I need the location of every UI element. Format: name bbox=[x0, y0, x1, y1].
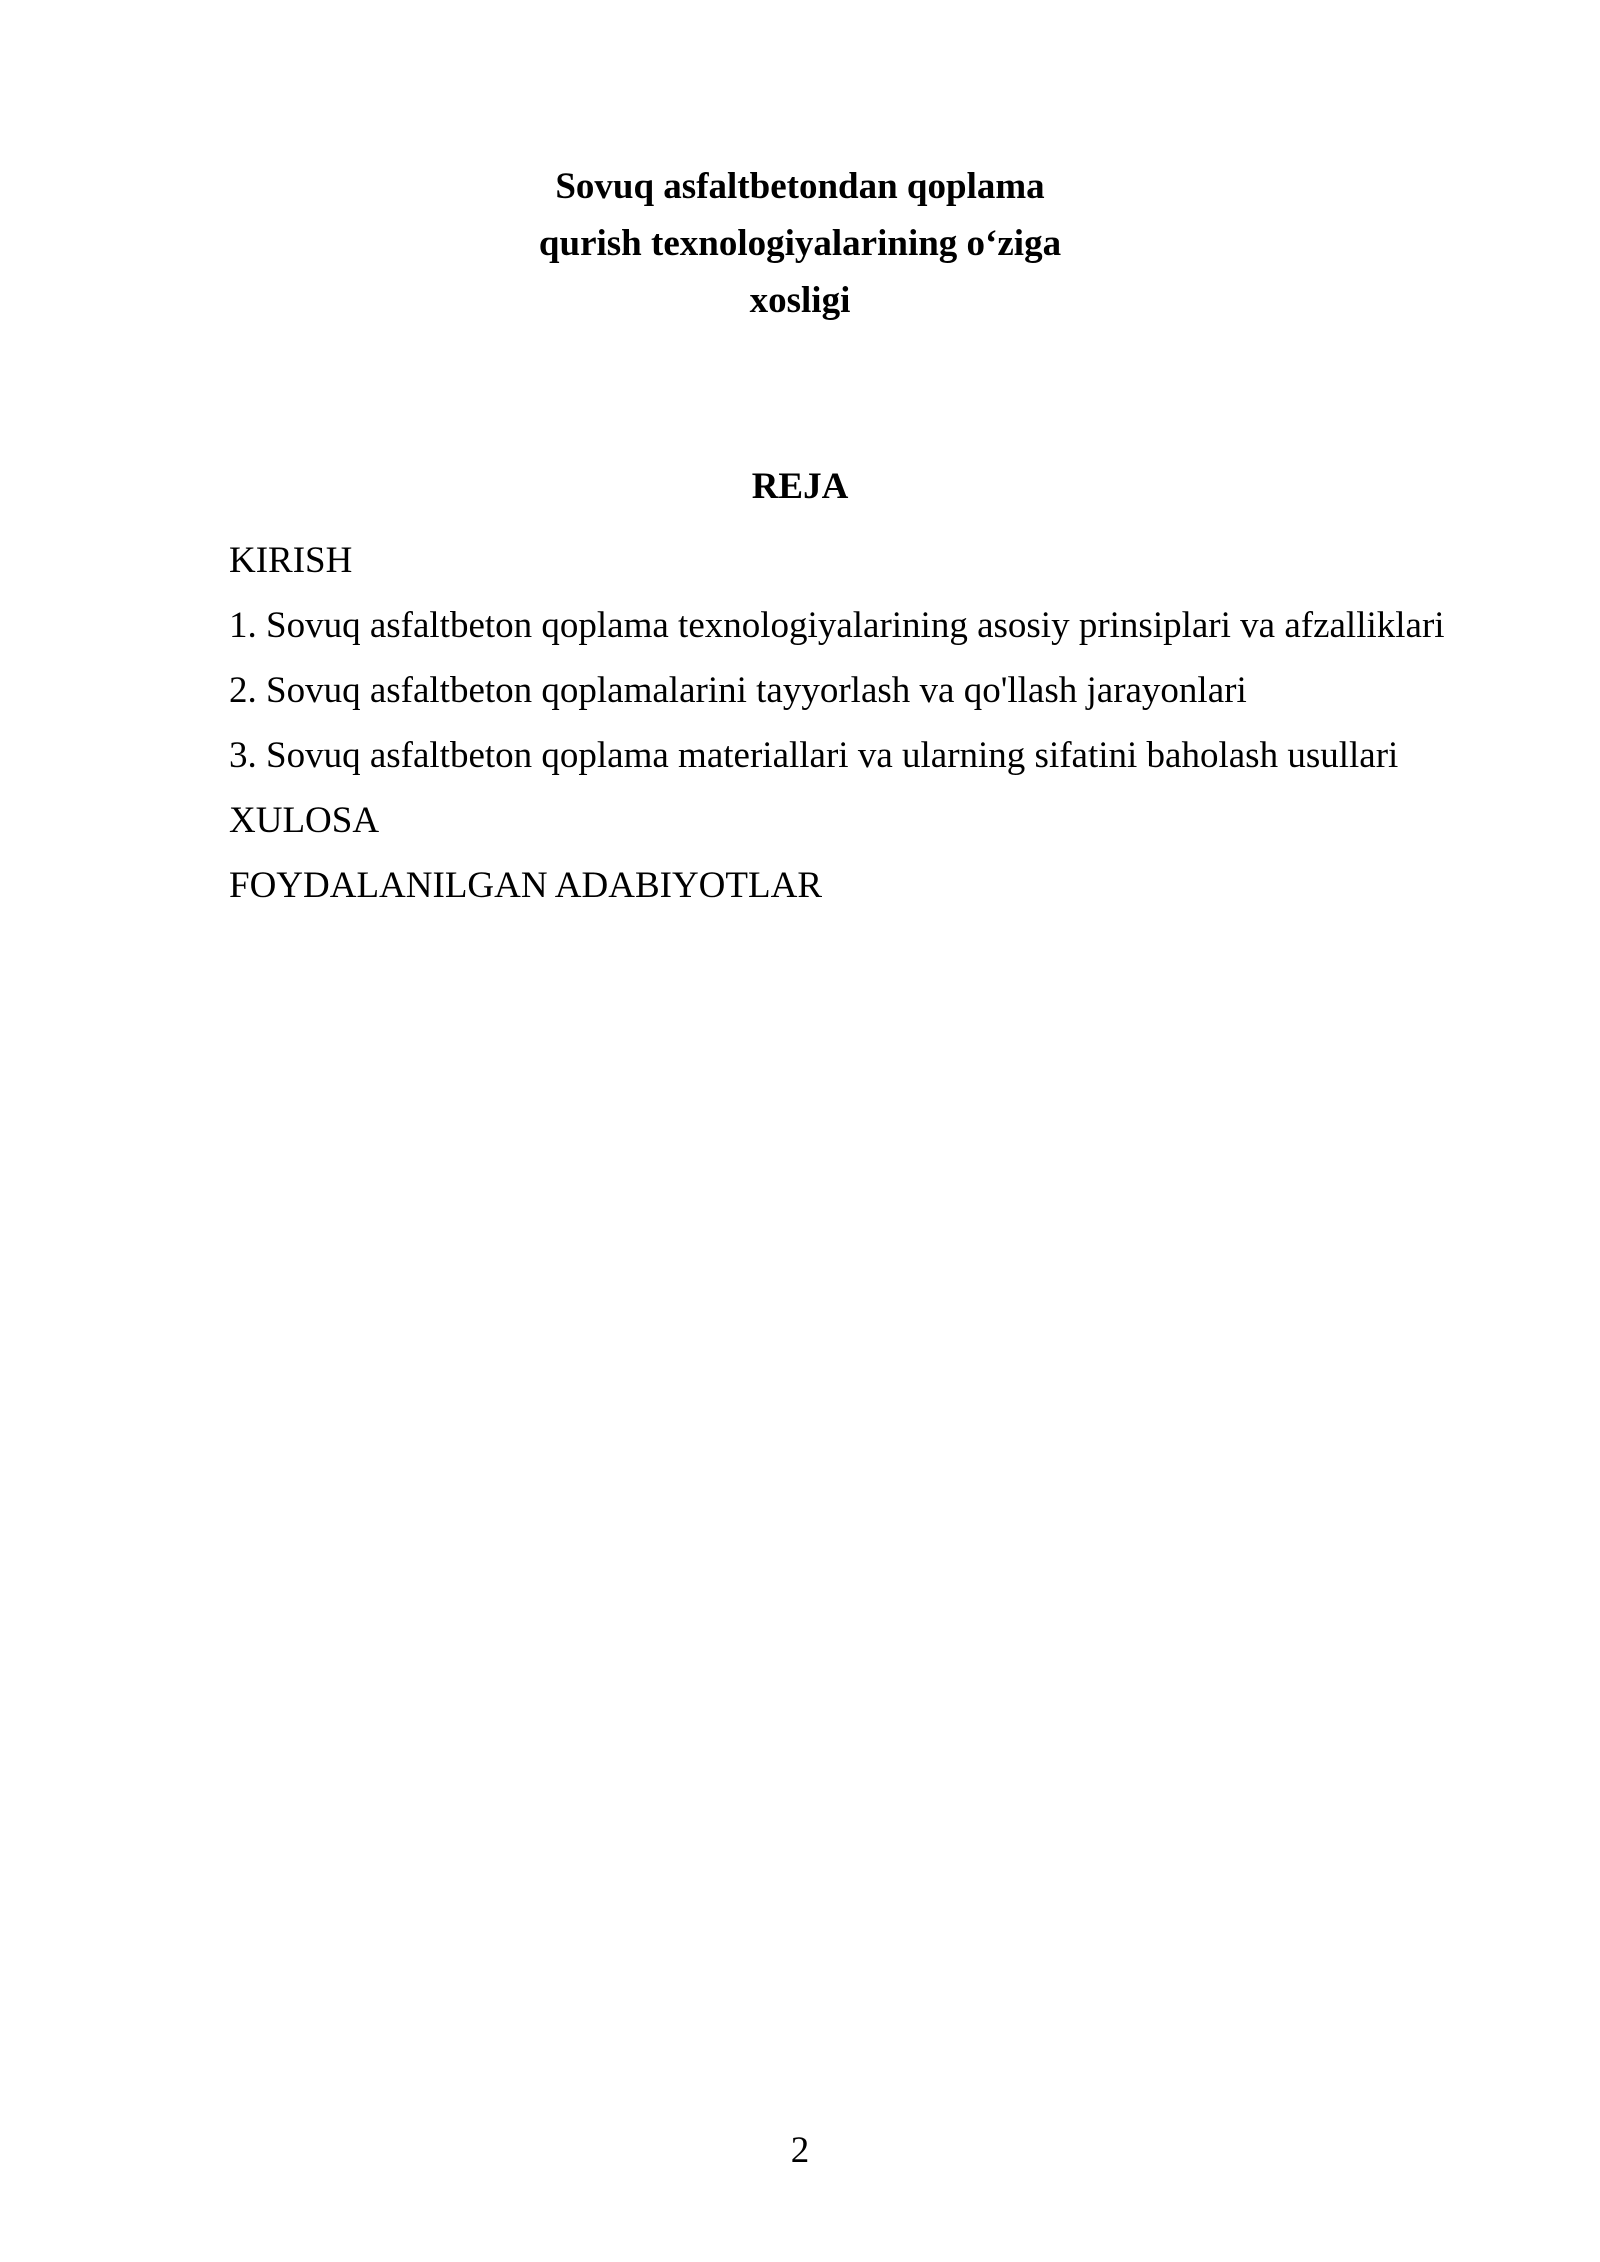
title-line-2: qurish texnologiyalarining o‘ziga bbox=[538, 223, 1062, 264]
toc-item-section-3: 3. Sovuq asfaltbeton qoplama materiallari va ularning sifatini baholash usullari bbox=[229, 735, 1399, 776]
toc-item-introduction: KIRISH bbox=[229, 540, 353, 581]
toc-item-conclusion: XULOSA bbox=[229, 800, 380, 841]
title-line-1: Sovuq asfaltbetondan qoplama bbox=[555, 166, 1045, 207]
page-number: 2 bbox=[790, 2130, 810, 2171]
toc-item-section-2: 2. Sovuq asfaltbeton qoplamalarini tayyorlash va qo'llash jarayonlari bbox=[229, 670, 1247, 711]
toc-item-section-1: 1. Sovuq asfaltbeton qoplama texnologiyalarining asosiy prinsiplari va afzalliklari bbox=[229, 605, 1445, 646]
document-title bbox=[0, 158, 1600, 329]
title-line-3: xosligi bbox=[749, 280, 851, 321]
table-of-contents bbox=[229, 528, 1529, 918]
toc-item-references: FOYDALANILGAN ADABIYOTLAR bbox=[229, 865, 822, 906]
plan-heading: REJA bbox=[751, 466, 849, 507]
